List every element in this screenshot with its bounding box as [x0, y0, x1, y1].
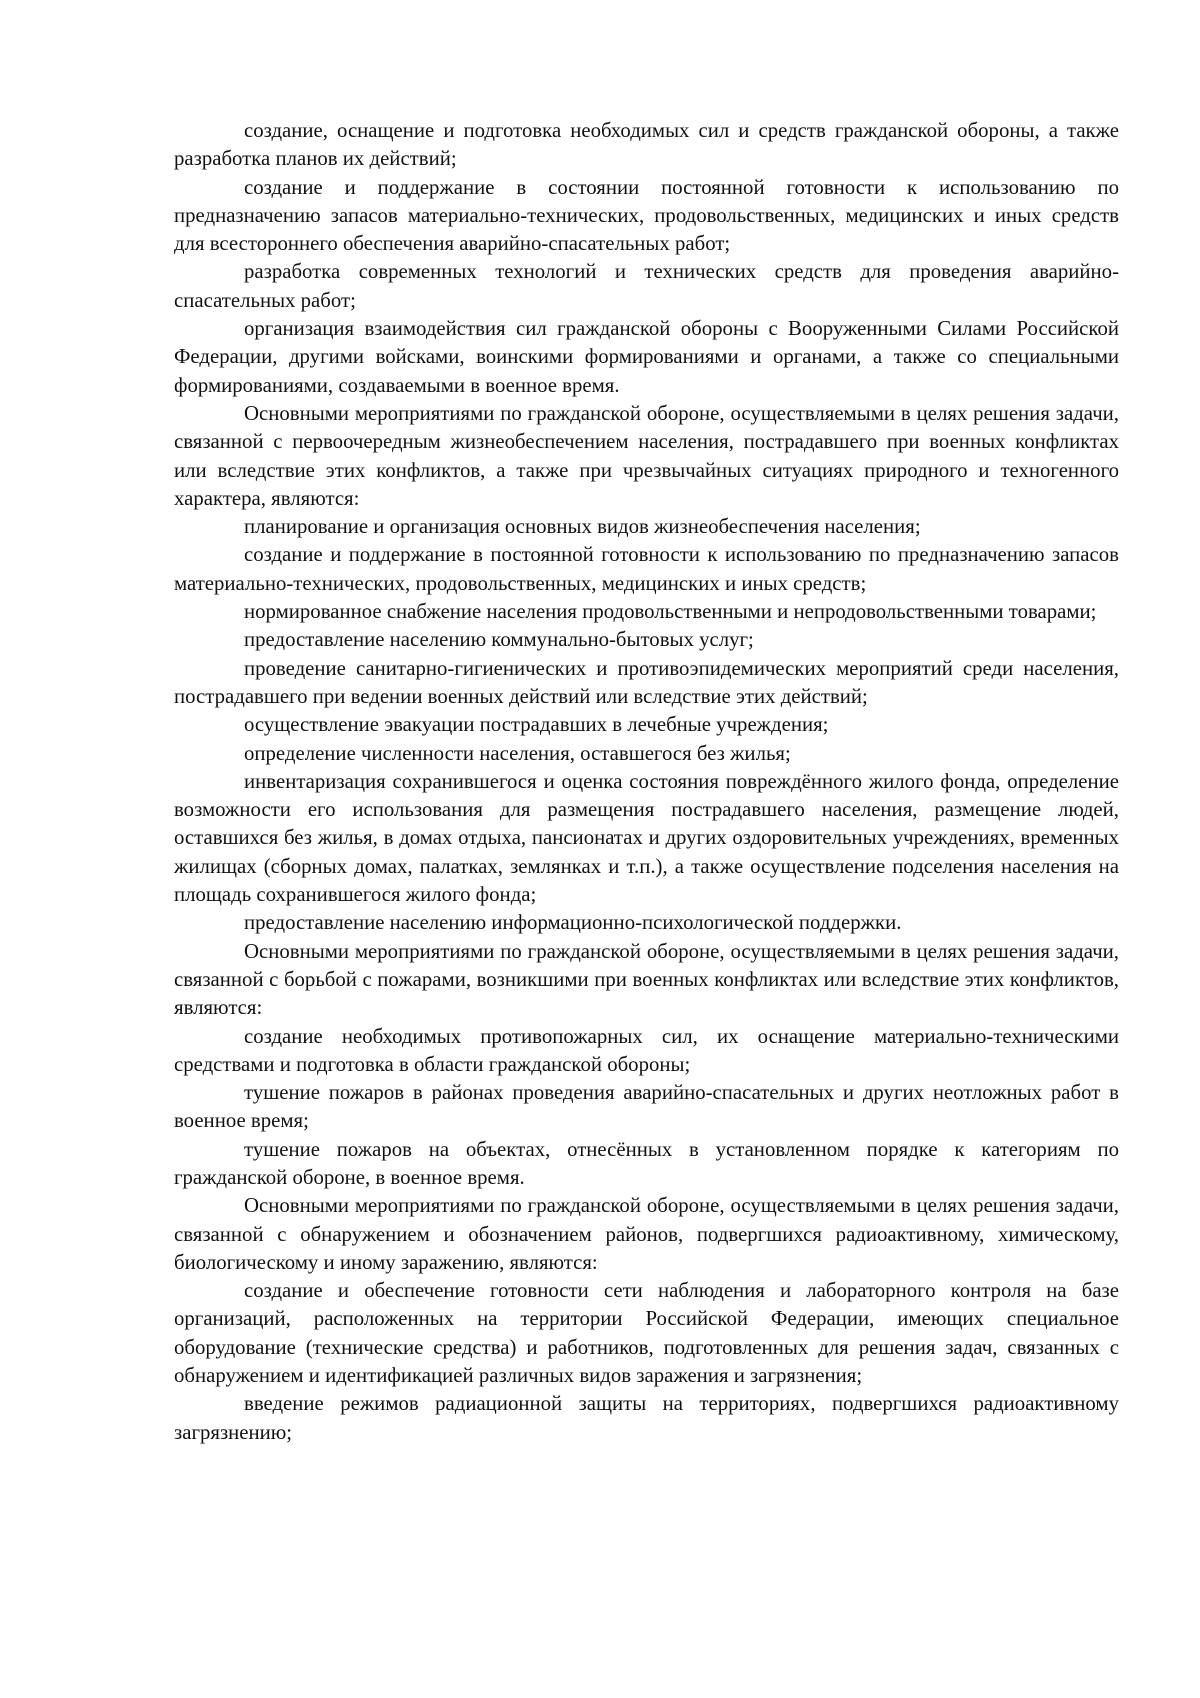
paragraph-6: планирование и организация основных видов жизнеобеспечения населения; [244, 515, 921, 539]
paragraph-19: Основными мероприятиями по гражданской обороне, осуществляемыми в целях решения задачи, связанной с обнаружением и обозначением районов, подвергшихся радиоактивному, химическому, биологическому и иному заражению, являются: [174, 1194, 1119, 1274]
paragraph-21: введение режимов радиационной защиты на территориях, подвергшихся радиоактивному загрязнению; [174, 1392, 1119, 1444]
paragraph-7: создание и поддержание в постоянной готовности к использованию по предназначению запасов материально-технических, продовольственных, медицинских и иных средств; [174, 543, 1119, 595]
paragraph-9: предоставление населению коммунально-бытовых услуг; [244, 628, 754, 652]
paragraph-17: тушение пожаров в районах проведения аварийно-спасательных и других неотложных работ в военное время; [174, 1081, 1119, 1133]
paragraph-12: определение численности населения, оставшегося без жилья; [244, 741, 791, 765]
paragraph-16: создание необходимых противопожарных сил, их оснащение материально-техническими средствами и подготовка в области гражданской обороны; [174, 1024, 1119, 1076]
paragraph-2: создание и поддержание в состоянии постоянной готовности к использованию по предназначению запасов материально-технических, продовольственных, медицинских и иных средств для всестороннего обеспечения аварийно-спасательных работ; [174, 175, 1119, 256]
paragraph-3: разработка современных технологий и технических средств для проведения аварийно-спасательных работ; [174, 260, 1119, 312]
paragraph-20: создание и обеспечение готовности сети наблюдения и лабораторного контроля на базе организаций, расположенных на территории Российской Федерации, имеющих специальное оборудование (технические средства) и работников, подготовленных для решения задач, связанных с обнаружением и идентификацией различных видов заражения и загрязнения; [174, 1279, 1119, 1388]
paragraph-1: создание, оснащение и подготовка необходимых сил и средств гражданской обороны, а также разработка планов их действий; [174, 119, 1119, 171]
paragraph-4: организация взаимодействия сил гражданской обороны с Вооруженными Силами Российской Федерации, другими войсками, воинскими формированиями и органами, а также со специальными формированиями, создаваемыми в военное время. [174, 317, 1119, 397]
paragraph-18: тушение пожаров на объектах, отнесённых в установленном порядке к категориям по гражданской обороне, в военное время. [174, 1137, 1119, 1189]
paragraph-8: нормированное снабжение населения продовольственными и непродовольственными товарами; [244, 600, 1097, 624]
paragraph-5: Основными мероприятиями по гражданской обороне, осуществляемыми в целях решения задачи, связанной с первоочередным жизнеобеспечением населения, пострадавшего при военных конфликтах или вследствие этих конфликтов, а также при чрезвычайных ситуациях природного и техногенного характера, являются: [174, 401, 1119, 510]
paragraph-10: проведение санитарно-гигиенических и противоэпидемических мероприятий среди населения, пострадавшего при ведении военных действий или вследствие этих действий; [174, 656, 1119, 708]
paragraph-13: инвентаризация сохранившегося и оценка состояния повреждённого жилого фонда, определение возможности его использования для размещения пострадавшего населения, размещение людей, оставшихся без жилья, в домах отдыха, пансионатах и других оздоровительных учреждениях, временных жилищах (сборных домах, палатках, землянках и т.п.), а также осуществление подселения населения на площадь сохранившегося жилого фонда; [174, 769, 1119, 907]
paragraph-11: осуществление эвакуации пострадавших в лечебные учреждения; [244, 713, 829, 737]
paragraph-14: предоставление населению информационно-психологической поддержки. [244, 911, 902, 935]
paragraph-15: Основными мероприятиями по гражданской обороне, осуществляемыми в целях решения задачи, связанной с борьбой с пожарами, возникшими при военных конфликтах или вследствие этих конфликтов, являются: [174, 939, 1119, 1020]
document-page [174, 117, 1119, 1447]
